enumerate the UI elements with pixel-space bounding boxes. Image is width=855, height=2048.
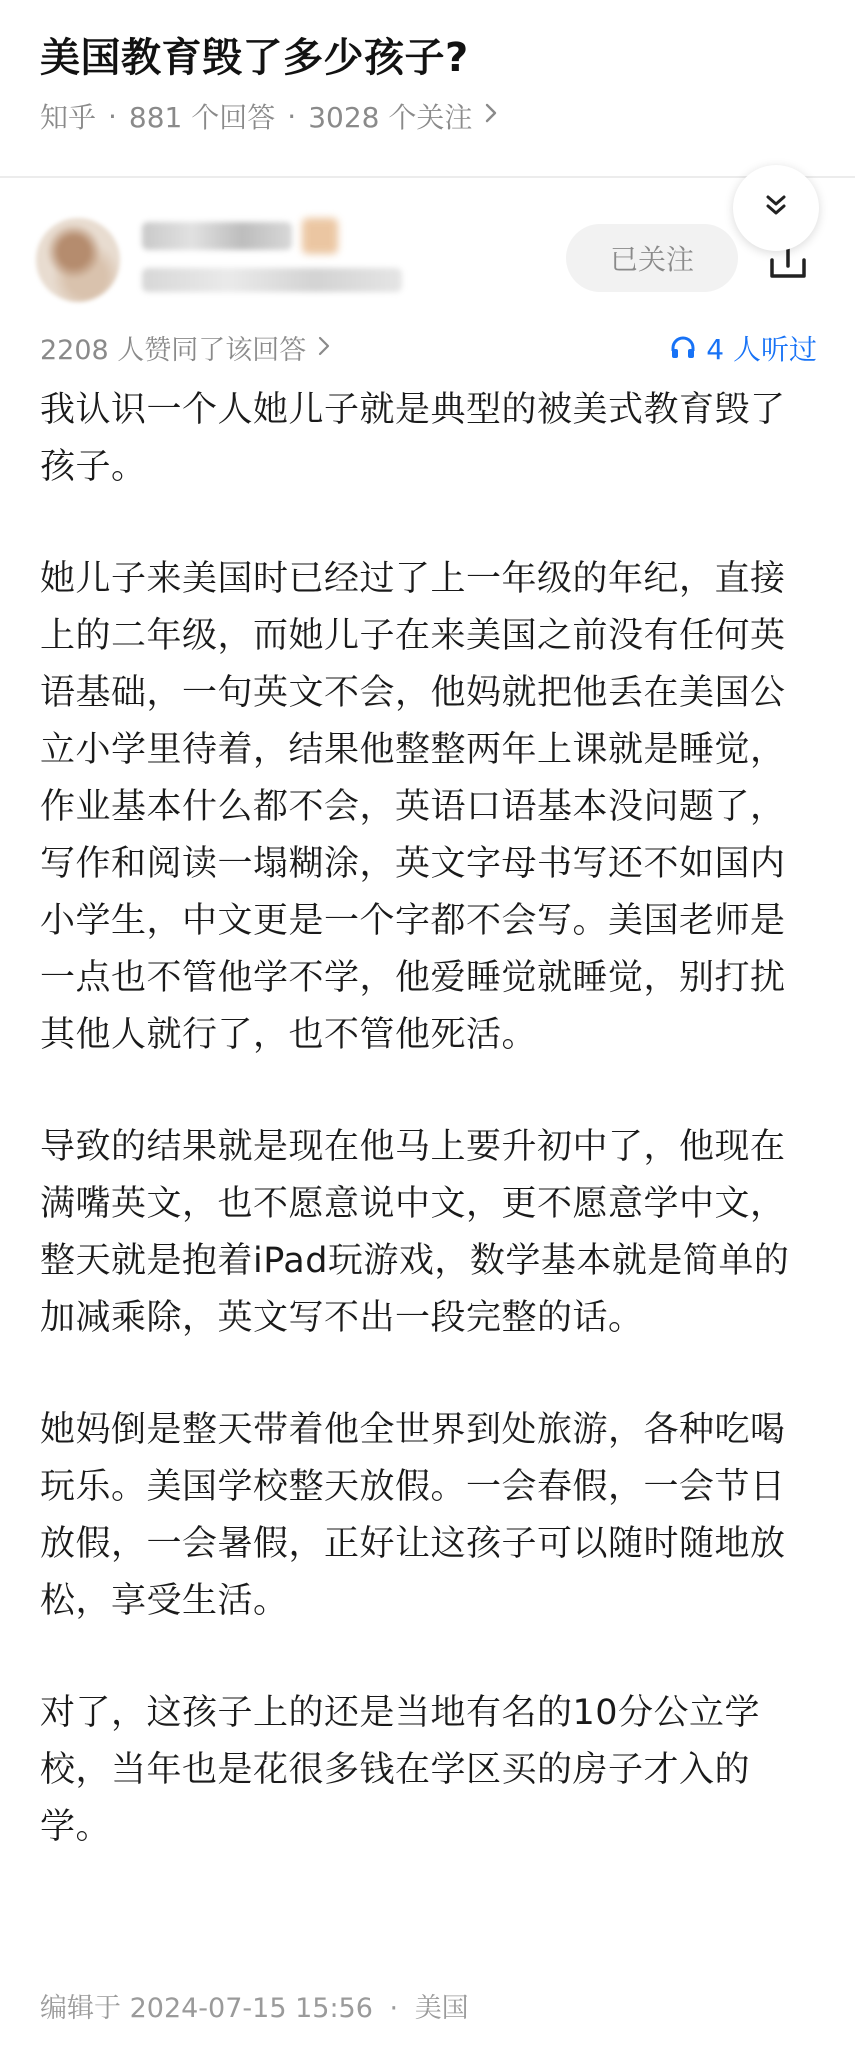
follower-count: 3028 个关注 [308, 101, 473, 134]
likes-text: 2208 人赞同了该回答 [40, 335, 307, 366]
author-bio-redacted [142, 268, 402, 292]
edit-prefix: 编辑于 [40, 1993, 121, 2024]
chevron-right-icon [318, 334, 330, 362]
author-badge-redacted [302, 218, 338, 254]
question-meta[interactable] [40, 96, 498, 136]
likes-summary[interactable] [40, 328, 330, 367]
answer-paragraph: 她儿子来美国时已经过了上一年级的年纪，直接上的二年级，而她儿子在来美国之前没有任何英语基础，一句英文不会，他妈就把他丢在美国公立小学里待着，结果他整整两年上课就是睡觉，作业基本什么都不会，英语口语基本没问题了，写作和阅读一塌糊涂，英文字母书写还不如国内小学生，中文更是一个字都不会写。美国老师是一点也不管他学不学，他爱睡觉就睡觉，别打扰其他人就行了，也不管他死活。 [40, 559, 786, 1055]
edit-info [40, 1986, 469, 2025]
meta-separator: · [287, 99, 297, 133]
meta-separator: · [108, 99, 117, 133]
author-row [0, 190, 855, 320]
author-name-redacted[interactable] [142, 222, 292, 250]
avatar[interactable] [36, 218, 120, 302]
answer-count: 881 个回答 [128, 101, 276, 134]
collapse-button[interactable] [733, 165, 819, 251]
edit-location: 美国 [414, 1993, 469, 2024]
question-title[interactable]: 美国教育毁了多少孩子? [40, 35, 469, 81]
meta-separator: · [389, 1993, 399, 2024]
edit-datetime: 2024-07-15 15:56 [129, 1993, 373, 2024]
answer-paragraph: 导致的结果就是现在他马上要升初中了，他现在满嘴英文，也不愿意说中文，更不愿意学中文，整天就是抱着iPad玩游戏，数学基本就是简单的加减乘除，英文写不出一段完整的话。 [40, 1127, 790, 1338]
headphone-icon [670, 335, 696, 361]
answer-paragraph: 对了，这孩子上的还是当地有名的10分公立学校，当年也是花很多钱在学区买的房子才入的学。 [40, 1693, 761, 1847]
double-chevron-down-icon [761, 191, 791, 225]
stats-row [0, 318, 855, 378]
source-label: 知乎 [40, 101, 97, 134]
answer-paragraph: 我认识一个人她儿子就是典型的被美式教育毁了孩子。 [40, 390, 786, 487]
follow-button[interactable]: 已关注 [566, 224, 738, 292]
chevron-right-icon [484, 101, 498, 131]
answer-content [40, 382, 820, 1911]
question-header [0, 0, 855, 178]
listeners-text: 4 人听过 [706, 333, 817, 366]
answer-paragraph: 她妈倒是整天带着他全世界到处旅游，各种吃喝玩乐。美国学校整天放假。一会春假，一会节日放假，一会暑假，正好让这孩子可以随时随地放松，享受生活。 [40, 1410, 786, 1621]
listeners-link[interactable] [670, 328, 817, 368]
